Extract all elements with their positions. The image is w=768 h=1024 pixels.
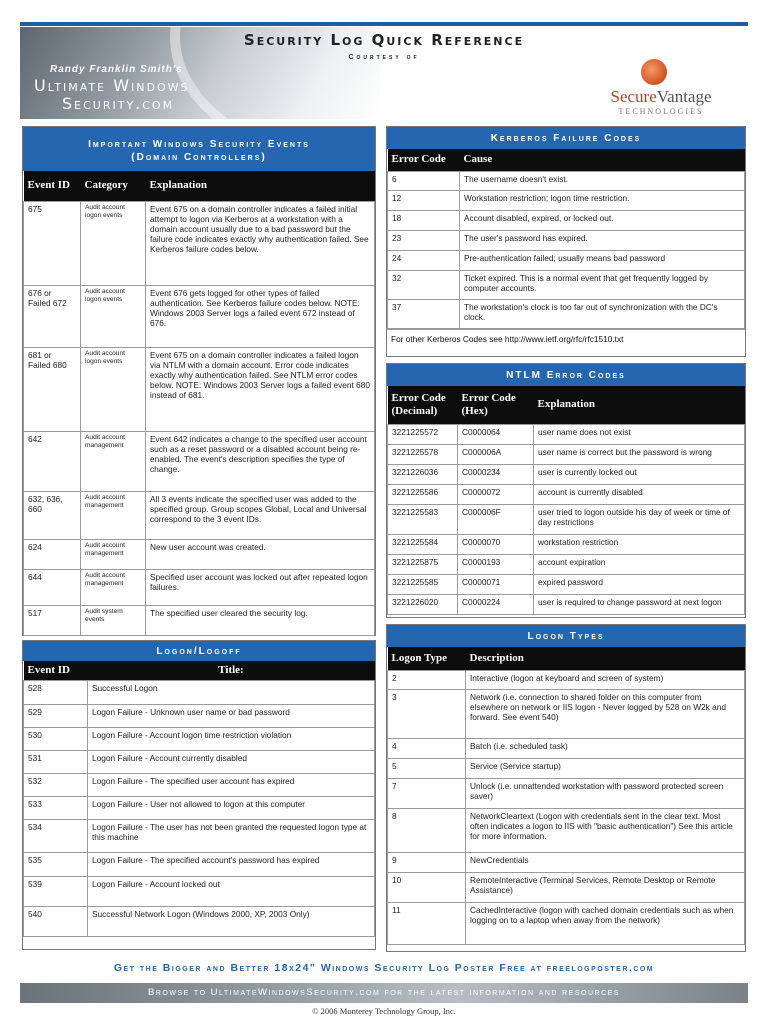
logon-event-title: Logon Failure - The user has not been granted the requested logon type at this machine bbox=[88, 819, 375, 852]
ntlm-explanation: workstation restriction bbox=[534, 534, 745, 554]
column-header: Error Code (Decimal) bbox=[388, 386, 458, 424]
courtesy-label: Courtesy of bbox=[348, 54, 420, 61]
table-row bbox=[24, 819, 375, 852]
table-row bbox=[388, 554, 745, 574]
event-explanation: Event 676 gets logged for other types of failed authentication. See Kerberos failure codes below. NOTE: Windows 2003 Server logs a failed event 672 instead of 676. bbox=[146, 285, 375, 347]
table-row bbox=[388, 210, 745, 230]
ntlm-explanation: user is required to change password at next logon bbox=[534, 594, 745, 614]
event-id: 681 or Failed 680 bbox=[24, 347, 81, 431]
table-row bbox=[24, 605, 375, 635]
column-header: Explanation bbox=[146, 171, 375, 201]
event-explanation: Event 642 indicates a change to the specified user account such as a reset password or a disabled account being re-enabled. The event's description specifies the type of change. bbox=[146, 431, 375, 491]
event-category: Audit account management bbox=[81, 431, 146, 491]
logon-type-number: 11 bbox=[388, 902, 466, 944]
table-row bbox=[388, 484, 745, 504]
ntlm-code-hex: C0000071 bbox=[458, 574, 534, 594]
table-row bbox=[24, 431, 375, 491]
table-header-row bbox=[24, 661, 375, 680]
logon-type-description: RemoteInteractive (Terminal Services, Remote Desktop or Remote Assistance) bbox=[466, 872, 745, 902]
logon-event-title: Logon Failure - Account currently disabled bbox=[88, 750, 375, 773]
logon-types-panel bbox=[386, 624, 746, 952]
logon-event-id: 533 bbox=[24, 796, 88, 819]
table-row bbox=[388, 504, 745, 534]
table-row bbox=[24, 727, 375, 750]
ntlm-explanation: account expiration bbox=[534, 554, 745, 574]
table-row bbox=[24, 906, 375, 936]
table-row bbox=[24, 876, 375, 906]
table-row bbox=[388, 534, 745, 554]
kerberos-cause: Account disabled, expired, or locked out. bbox=[460, 210, 745, 230]
table-row bbox=[24, 285, 375, 347]
logon-event-title: Logon Failure - Unknown user name or bad password bbox=[88, 704, 375, 727]
ntlm-code-decimal: 3221225572 bbox=[388, 424, 458, 444]
ntlm-code-hex: C0000234 bbox=[458, 464, 534, 484]
event-id: 517 bbox=[24, 605, 81, 635]
ntlm-code-hex: C000006A bbox=[458, 444, 534, 464]
page-title: Security Log Quick Reference bbox=[243, 31, 525, 49]
logon-event-id: 530 bbox=[24, 727, 88, 750]
event-id: 675 bbox=[24, 201, 81, 285]
event-explanation: New user account was created. bbox=[146, 539, 375, 569]
table-row bbox=[388, 758, 745, 778]
event-id: 644 bbox=[24, 569, 81, 605]
browse-banner-link[interactable]: Browse to UltimateWindowsSecurity.com for the latest information and resources bbox=[20, 983, 748, 1003]
logon-type-description: CachedInteractive (logon with cached domain credentials such as when logging on to a laptop when away from the network) bbox=[466, 902, 745, 944]
logon-event-id: 540 bbox=[24, 906, 88, 936]
logon-type-description: Network (i.e. connection to shared folder on this computer from elsewhere on network or IIS logon - Never logged by 528 on W2k and forward. See event 540) bbox=[466, 689, 745, 738]
logon-type-description: Service (Service startup) bbox=[466, 758, 745, 778]
table-row bbox=[388, 852, 745, 872]
table-row bbox=[388, 464, 745, 484]
kerberos-cause: The workstation's clock is too far out of synchronization with the DC's clock. bbox=[460, 299, 745, 328]
ntlm-explanation: expired password bbox=[534, 574, 745, 594]
table-header-row bbox=[388, 386, 745, 424]
ntlm-code-decimal: 3221225586 bbox=[388, 484, 458, 504]
ntlm-explanation: user name is correct but the password is wrong bbox=[534, 444, 745, 464]
logon-event-title: Successful Logon bbox=[88, 680, 375, 704]
column-header: Event ID bbox=[24, 171, 81, 201]
ntlm-code-decimal: 3221226020 bbox=[388, 594, 458, 614]
column-header: Logon Type bbox=[388, 647, 466, 670]
events-title-line2: (Domain Controllers) bbox=[131, 152, 267, 163]
kerberos-cause: The user's password has expired. bbox=[460, 230, 745, 250]
logon-event-title: Successful Network Logon (Windows 2000, XP, 2003 Only) bbox=[88, 906, 375, 936]
event-id: 676 or Failed 672 bbox=[24, 285, 81, 347]
ntlm-explanation: user is currently locked out bbox=[534, 464, 745, 484]
ntlm-code-hex: C0000064 bbox=[458, 424, 534, 444]
site-name-line2: Security.com bbox=[62, 94, 175, 113]
table-row bbox=[388, 574, 745, 594]
logon-type-description: NetworkCleartext (Logon with credentials sent in the clear text. Most often indicates a logon to IIS with "basic authentication") See this article for more information. bbox=[466, 808, 745, 852]
table-row bbox=[388, 444, 745, 464]
logon-table bbox=[23, 661, 375, 937]
table-row bbox=[24, 539, 375, 569]
table-header-row bbox=[24, 171, 375, 201]
page-header bbox=[20, 27, 748, 119]
kerberos-reference-note: For other Kerberos Codes see http://www.ietf.org/rfc/rfc1510.txt bbox=[387, 329, 745, 348]
kerberos-code: 6 bbox=[388, 171, 460, 190]
table-header-row bbox=[388, 647, 745, 670]
table-row bbox=[388, 778, 745, 808]
column-header: Cause bbox=[460, 149, 745, 171]
logon-type-number: 5 bbox=[388, 758, 466, 778]
kerberos-code: 12 bbox=[388, 190, 460, 210]
logo-name bbox=[586, 87, 736, 107]
event-id: 624 bbox=[24, 539, 81, 569]
events-panel-title bbox=[23, 127, 375, 171]
logon-event-title: Logon Failure - The specified account's password has expired bbox=[88, 852, 375, 876]
table-row bbox=[388, 270, 745, 299]
table-row bbox=[388, 594, 745, 614]
logon-type-number: 4 bbox=[388, 738, 466, 758]
ntlm-table bbox=[387, 386, 745, 615]
event-id: 632, 636, 660 bbox=[24, 491, 81, 539]
event-category: Audit account management bbox=[81, 491, 146, 539]
column-header: Title: bbox=[88, 661, 375, 680]
ntlm-code-decimal: 3221225578 bbox=[388, 444, 458, 464]
logon-type-number: 8 bbox=[388, 808, 466, 852]
kerberos-cause: Ticket expired. This is a normal event that get frequently logged by computer accounts. bbox=[460, 270, 745, 299]
logon-event-title: Logon Failure - Account locked out bbox=[88, 876, 375, 906]
logon-type-number: 10 bbox=[388, 872, 466, 902]
logon-event-title: Logon Failure - User not allowed to logon at this computer bbox=[88, 796, 375, 819]
event-category: Audit account logon events bbox=[81, 347, 146, 431]
event-category: Audit account logon events bbox=[81, 285, 146, 347]
event-category: Audit system events bbox=[81, 605, 146, 635]
author-name: Randy Franklin Smith's bbox=[50, 64, 183, 75]
logon-types-panel-title: Logon Types bbox=[387, 625, 745, 647]
logon-type-number: 3 bbox=[388, 689, 466, 738]
securevantage-logo bbox=[586, 57, 736, 117]
logon-event-title: Logon Failure - The specified user account has expired bbox=[88, 773, 375, 796]
logon-type-number: 7 bbox=[388, 778, 466, 808]
ntlm-explanation: account is currently disabled bbox=[534, 484, 745, 504]
table-row bbox=[24, 852, 375, 876]
table-row bbox=[388, 738, 745, 758]
table-row bbox=[24, 796, 375, 819]
table-row bbox=[388, 250, 745, 270]
event-explanation: Specified user account was locked out after repeated logon failures. bbox=[146, 569, 375, 605]
ntlm-explanation: user tried to logon outside his day of week or time of day restrictions bbox=[534, 504, 745, 534]
event-explanation: All 3 events indicate the specified user was added to the specified group. Group scopes Global, Local and Universal correspond to the 3 event IDs. bbox=[146, 491, 375, 539]
event-explanation: Event 675 on a domain controller indicates a failed initial attempt to logon via Kerberos at a workstation with a domain account usually due to a bad password but the failure code indicates exactly why authentication failed. See Kerberos failure codes below. bbox=[146, 201, 375, 285]
table-row bbox=[24, 491, 375, 539]
table-row bbox=[388, 670, 745, 689]
ntlm-code-hex: C000006F bbox=[458, 504, 534, 534]
table-row bbox=[388, 230, 745, 250]
event-id: 642 bbox=[24, 431, 81, 491]
kerberos-panel bbox=[386, 126, 746, 357]
logon-event-id: 531 bbox=[24, 750, 88, 773]
ntlm-code-decimal: 3221225584 bbox=[388, 534, 458, 554]
logo-subtitle: TECHNOLOGIES bbox=[618, 107, 704, 116]
logon-event-title: Logon Failure - Account logon time restriction violation bbox=[88, 727, 375, 750]
kerberos-cause: Workstation restriction; logon time restriction. bbox=[460, 190, 745, 210]
kerberos-code: 32 bbox=[388, 270, 460, 299]
logon-event-id: 528 bbox=[24, 680, 88, 704]
kerberos-cause: The username doesn't exist. bbox=[460, 171, 745, 190]
ntlm-panel bbox=[386, 363, 746, 618]
event-category: Audit account logon events bbox=[81, 201, 146, 285]
event-category: Audit account management bbox=[81, 539, 146, 569]
table-header-row bbox=[388, 149, 745, 171]
logon-event-id: 535 bbox=[24, 852, 88, 876]
logon-event-id: 539 bbox=[24, 876, 88, 906]
table-row bbox=[388, 299, 745, 328]
table-row bbox=[388, 902, 745, 944]
table-row bbox=[24, 347, 375, 431]
events-table bbox=[23, 171, 375, 636]
logon-type-description: NewCredentials bbox=[466, 852, 745, 872]
event-category: Audit account management bbox=[81, 569, 146, 605]
table-row bbox=[24, 773, 375, 796]
column-header: Error Code (Hex) bbox=[458, 386, 534, 424]
logo-name-part1: Secure bbox=[610, 87, 657, 106]
table-row bbox=[24, 704, 375, 727]
ntlm-code-decimal: 3221226036 bbox=[388, 464, 458, 484]
ntlm-code-decimal: 3221225875 bbox=[388, 554, 458, 574]
ntlm-code-hex: C0000072 bbox=[458, 484, 534, 504]
logon-types-table bbox=[387, 647, 745, 945]
column-header: Category bbox=[81, 171, 146, 201]
column-header: Explanation bbox=[534, 386, 745, 424]
logon-panel-title: Logon/Logoff bbox=[23, 641, 375, 661]
ntlm-explanation: user name does not exist bbox=[534, 424, 745, 444]
logon-type-description: Unlock (i.e. unnattended workstation with password protected screen saver) bbox=[466, 778, 745, 808]
logon-type-description: Interactive (logon at keyboard and screen of system) bbox=[466, 670, 745, 689]
column-header: Error Code bbox=[388, 149, 460, 171]
ntlm-code-decimal: 3221225585 bbox=[388, 574, 458, 594]
table-row bbox=[24, 201, 375, 285]
logo-mark-icon bbox=[641, 59, 667, 85]
logon-event-id: 532 bbox=[24, 773, 88, 796]
logon-logoff-panel bbox=[22, 640, 376, 950]
table-row bbox=[388, 689, 745, 738]
logon-event-id: 529 bbox=[24, 704, 88, 727]
top-rule bbox=[20, 22, 748, 26]
ntlm-code-hex: C0000070 bbox=[458, 534, 534, 554]
logon-type-description: Batch (i.e. scheduled task) bbox=[466, 738, 745, 758]
logon-type-number: 9 bbox=[388, 852, 466, 872]
copyright-notice: © 2006 Monterey Technology Group, Inc. bbox=[312, 1006, 456, 1016]
table-row bbox=[388, 808, 745, 852]
table-row bbox=[388, 171, 745, 190]
table-row bbox=[388, 424, 745, 444]
ntlm-code-decimal: 3221225583 bbox=[388, 504, 458, 534]
table-row bbox=[24, 569, 375, 605]
table-row bbox=[388, 872, 745, 902]
events-panel bbox=[22, 126, 376, 636]
kerberos-code: 24 bbox=[388, 250, 460, 270]
table-row bbox=[24, 750, 375, 773]
logo-name-part2: Vantage bbox=[656, 87, 712, 106]
events-title-line1: Important Windows Security Events bbox=[88, 139, 310, 150]
logon-event-id: 534 bbox=[24, 819, 88, 852]
logon-type-number: 2 bbox=[388, 670, 466, 689]
event-explanation: The specified user cleared the security log. bbox=[146, 605, 375, 635]
kerberos-code: 37 bbox=[388, 299, 460, 328]
ntlm-code-hex: C0000193 bbox=[458, 554, 534, 574]
ntlm-code-hex: C0000224 bbox=[458, 594, 534, 614]
table-row bbox=[388, 190, 745, 210]
ntlm-panel-title: NTLM Error Codes bbox=[387, 364, 745, 386]
event-explanation: Event 675 on a domain controller indicates a failed logon via NTLM with a domain account. Error code indicates exactly why authentication failed. See NTLM error codes below. NOTE: Windows 2003 Server logs a failed event 680 instead of 681. bbox=[146, 347, 375, 431]
kerberos-table bbox=[387, 149, 745, 329]
column-header: Event ID bbox=[24, 661, 88, 680]
kerberos-cause: Pre-authentication failed; usually means bad password bbox=[460, 250, 745, 270]
kerberos-panel-title: Kerberos Failure Codes bbox=[387, 127, 745, 149]
kerberos-code: 18 bbox=[388, 210, 460, 230]
site-name-line1: Ultimate Windows bbox=[34, 76, 190, 95]
kerberos-code: 23 bbox=[388, 230, 460, 250]
poster-promo-link[interactable]: Get the Bigger and Better 18x24" Windows Security Log Poster Free at freelogposter.com bbox=[113, 962, 655, 974]
column-header: Description bbox=[466, 647, 745, 670]
table-row bbox=[24, 680, 375, 704]
